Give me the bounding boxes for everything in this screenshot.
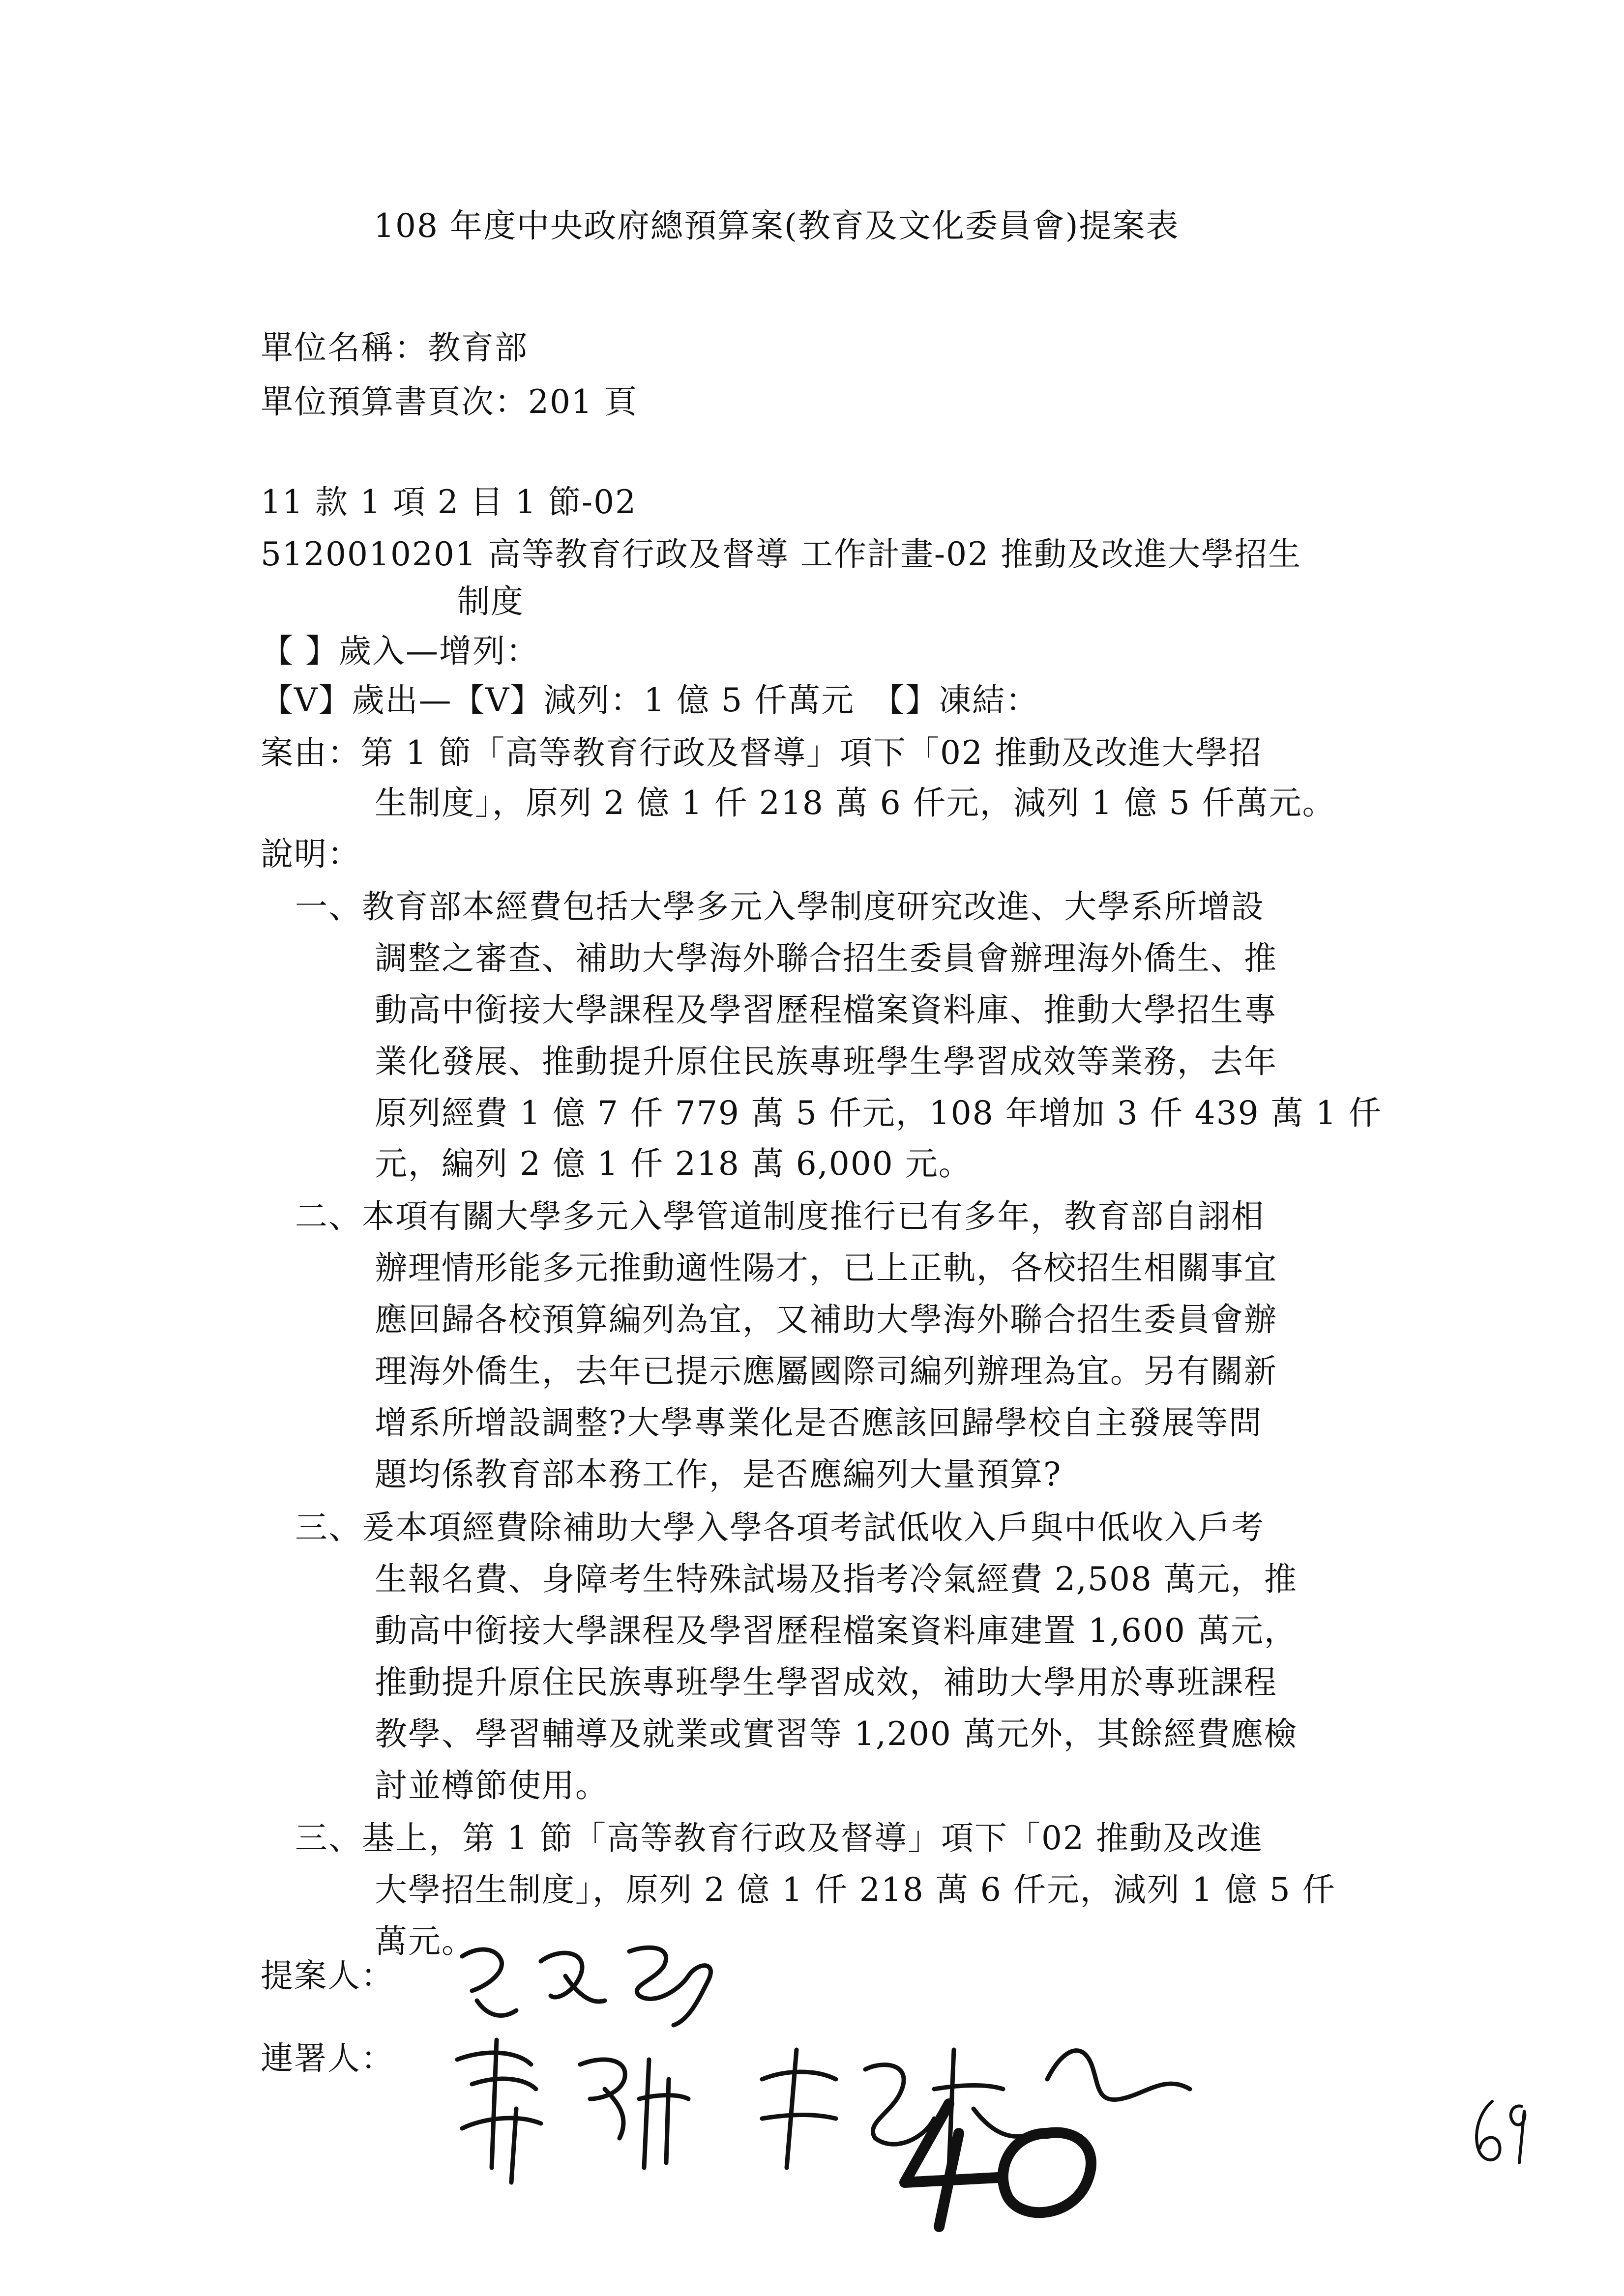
budget-page: 單位預算書頁次：201 頁 (261, 383, 638, 421)
point1-line: 調整之審查、補助大學海外聯合招生委員會辦理海外僑生、推 (375, 939, 1277, 977)
point2-line: 題均係教育部本務工作，是否應編列大量預算? (375, 1455, 1062, 1493)
unit-name: 單位名稱：教育部 (261, 329, 528, 367)
point1-line: 業化發展、推動提升原住民族專班學生學習成效等業務，去年 (375, 1043, 1277, 1080)
proposer-signature (443, 1927, 787, 2035)
explain-label: 說明： (261, 835, 361, 873)
point4-line: 萬元。 (375, 1922, 475, 1960)
document-title: 108 年度中央政府總預算案(教育及文化委員會)提案表 (374, 207, 1180, 245)
point1-line: 原列經費 1 億 7 仟 779 萬 5 仟元，108 年增加 3 仟 439 萬 1 仟 (375, 1094, 1382, 1132)
proposer-label: 提案人： (261, 1957, 394, 1995)
item-line-1: 5120010201 高等教育行政及督導 工作計畫-02 推動及改進大學招生 (261, 535, 1302, 573)
point1-line: 元，編列 2 億 1 仟 218 萬 6,000 元。 (375, 1145, 972, 1183)
revenue-line: 【 】歲入—增列： (261, 632, 539, 670)
point3-line: 動高中銜接大學課程及學習歷程檔案資料庫建置 1,600 萬元， (375, 1612, 1298, 1650)
motion-line-2: 生制度」，原列 2 億 1 仟 218 萬 6 仟元，減列 1 億 5 仟萬元。 (375, 784, 1336, 822)
point3-line: 生報名費、身障考生特殊試場及指考冷氣經費 2,508 萬元，推 (375, 1560, 1298, 1598)
handwritten-number (885, 2094, 1111, 2232)
point2-line: 二、本項有關大學多元入學管道制度推行已有多年，教育部自詡相 (295, 1197, 1265, 1235)
point3-line: 討並樽節使用。 (375, 1767, 609, 1804)
section-code: 11 款 1 項 2 目 1 節-02 (261, 483, 637, 521)
cosigner-signatures (443, 2020, 1229, 2227)
point2-line: 理海外僑生，去年已提示應屬國際司編列辦理為宜。另有關新 (375, 1352, 1277, 1390)
point3-line: 教學、學習輔導及就業或實習等 1,200 萬元外，其餘經費應檢 (375, 1715, 1298, 1753)
point2-line: 增系所增設調整?大學專業化是否應該回歸學校自主發展等問 (375, 1404, 1263, 1442)
point1-line: 動高中銜接大學課程及學習歷程檔案資料庫、推動大學招生專 (375, 991, 1277, 1029)
point4-line: 三、基上，第 1 節「高等教育行政及督導」項下「02 推動及改進 (295, 1819, 1263, 1857)
point2-line: 辦理情形能多元推動適性陽才，已上正軌，各校招生相關事宜 (375, 1249, 1277, 1287)
point2-line: 應回歸各校預算編列為宜，又補助大學海外聯合招生委員會辦 (375, 1301, 1277, 1338)
point1-line: 一、教育部本經費包括大學多元入學制度研究改進、大學系所增設 (295, 888, 1265, 926)
cosigner-label: 連署人： (261, 2039, 394, 2077)
point3-line: 推動提升原住民族專班學生學習成效，補助大學用於專班課程 (375, 1663, 1277, 1701)
page-number (1465, 2094, 1534, 2173)
point4-line: 大學招生制度」，原列 2 億 1 仟 218 萬 6 仟元，減列 1 億 5 仟 (375, 1871, 1336, 1909)
expenditure-line: 【V】歲出—【V】減列：1 億 5 仟萬元 【】凍結： (261, 681, 1039, 719)
motion-line-1: 案由：第 1 節「高等教育行政及督導」項下「02 推動及改進大學招 (261, 734, 1262, 772)
item-line-2: 制度 (457, 582, 524, 620)
point3-line: 三、爰本項經費除補助大學入學各項考試低收入戶與中低收入戶考 (295, 1509, 1265, 1546)
